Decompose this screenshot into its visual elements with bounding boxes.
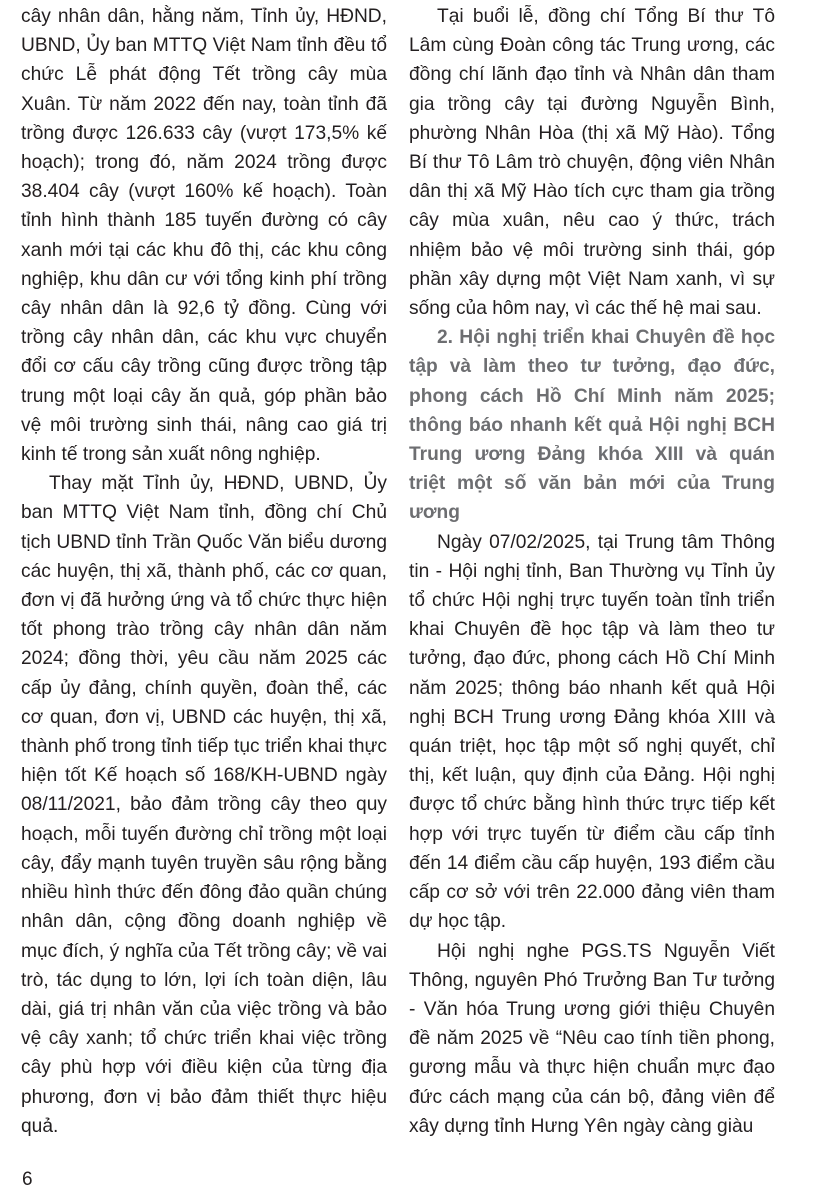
page-number: 6: [22, 1169, 33, 1190]
section-heading: 2. Hội nghị triển khai Chuyên đề học tập và làm theo tư tưởng, đạo đức, phong cách Hồ Chí Minh năm 2025; thông báo nhanh kết quả Hội nghị BCH Trung ương Đảng khóa XIII và quán triệt một số văn bản mới của Trung ương: [409, 327, 775, 524]
left-column: [21, 2, 387, 1141]
paragraph: Thay mặt Tỉnh ủy, HĐND, UBND, Ủy ban MTTQ Việt Nam tỉnh, đồng chí Chủ tịch UBND tỉnh Trần Quốc Văn biểu dương các huyện, thị xã, thành phố, các cơ quan, đơn vị đã hưởng ứng và tổ chức thực hiện tốt phong trào trồng cây nhân dân năm 2024; đồng thời, yêu cầu năm 2025 các cấp ủy đảng, chính quyền, đoàn thể, các cơ quan, đơn vị, UBND các huyện, thị xã, thành phố trong tỉnh tiếp tục triển khai thực hiện tốt Kế hoạch số 168/KH-UBND ngày 08/11/2021, bảo đảm trồng cây theo quy hoạch, mỗi tuyến đường chỉ trồng một loại cây, đẩy mạnh tuyên truyền sâu rộng bằng nhiều hình thức đến đông đảo quần chúng nhân dân, cộng đồng doanh nghiệp về mục đích, ý nghĩa của Tết trồng cây; về vai trò, tác dụng to lớn, lợi ích toàn diện, lâu dài, giá trị nhân văn của việc trồng và bảo vệ cây xanh; tổ chức triển khai việc trồng cây phù hợp với điều kiện của từng địa phương, đơn vị bảo đảm thiết thực hiệu quả.: [21, 473, 387, 1137]
paragraph: Hội nghị nghe PGS.TS Nguyễn Viết Thông, nguyên Phó Trưởng Ban Tư tưởng - Văn hóa Trung ương giới thiệu Chuyên đề năm 2025 về “Nêu cao tính tiền phong, gương mẫu và thực hiện chuẩn mực đạo đức cách mạng của cán bộ, đảng viên để xây dựng tỉnh Hưng Yên ngày càng giàu: [409, 940, 775, 1137]
paragraph: Ngày 07/02/2025, tại Trung tâm Thông tin - Hội nghị tỉnh, Ban Thường vụ Tỉnh ủy tổ chức Hội nghị trực tuyến toàn tỉnh triển khai Chuyên đề học tập và làm theo tư tưởng, đạo đức, phong cách Hồ Chí Minh năm 2025; thông báo nhanh kết quả Hội nghị BCH Trung ương Đảng khóa XIII và quán triệt, học tập một số nghị quyết, chỉ thị, kết luận, quy định của Đảng. Hội nghị được tổ chức bằng hình thức trực tiếp kết hợp với trực tuyến từ điểm cầu cấp tỉnh đến 14 điểm cầu cấp huyện, 193 điểm cầu cấp cơ sở với trên 22.000 đảng viên tham dự học tập.: [409, 531, 775, 933]
right-column: [409, 2, 775, 1141]
paragraph: Tại buổi lễ, đồng chí Tổng Bí thư Tô Lâm cùng Đoàn công tác Trung ương, các đồng chí lãnh đạo tỉnh và Nhân dân tham gia trồng cây tại đường Nguyễn Bình, phường Nhân Hòa (thị xã Mỹ Hào). Tổng Bí thư Tô Lâm trò chuyện, động viên Nhân dân thị xã Mỹ Hào tích cực tham gia trồng cây mùa xuân, nêu cao ý thức, trách nhiệm bảo vệ môi trường sinh thái, góp phần xây dựng một Việt Nam xanh, vì sự sống của hôm nay, vì các thế hệ mai sau.: [409, 6, 775, 320]
paragraph: cây nhân dân, hằng năm, Tỉnh ủy, HĐND, UBND, Ủy ban MTTQ Việt Nam tỉnh đều tổ chức Lễ phát động Tết trồng cây mùa Xuân. Từ năm 2022 đến nay, toàn tỉnh đã trồng được 126.633 cây (vượt 173,5% kế hoạch); trong đó, năm 2024 trồng được 38.404 cây (vượt 160% kế hoạch). Toàn tỉnh hình thành 185 tuyến đường có cây xanh mới tại các khu đô thị, các khu công nghiệp, khu dân cư với tổng kinh phí trồng cây nhân dân là 92,6 tỷ đồng. Cùng với trồng cây nhân dân, các khu vực chuyển đổi cơ cấu cây trồng cũng được trồng tập trung một loại cây ăn quả, góp phần bảo vệ môi trường sinh thái, nâng cao giá trị kinh tế trong sản xuất nông nghiệp.: [21, 6, 387, 466]
